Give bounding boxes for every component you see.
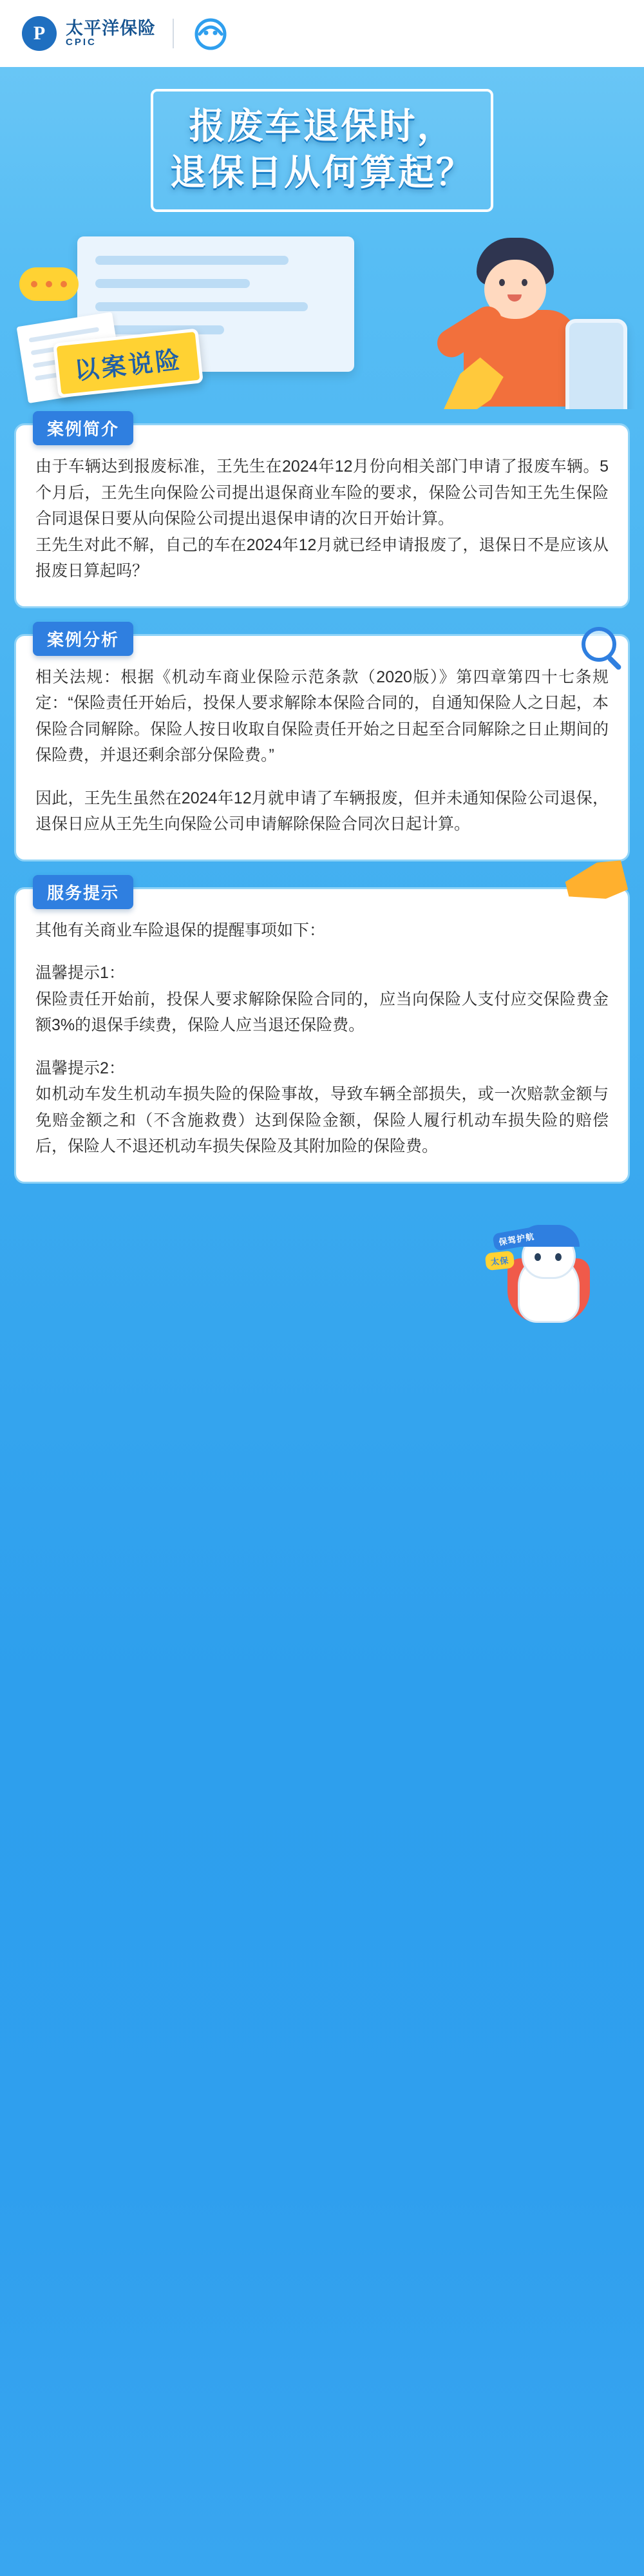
- card-case-intro: [14, 419, 630, 608]
- brand-name-en: CPIC: [66, 37, 97, 48]
- mascot-icon: [191, 15, 231, 52]
- card-paragraph: 由于车辆达到报废标准，王先生在2024年12月份向相关部门申请了报废车辆。5个月后，王先生向保险公司提出退保商业车险的要求，保险公司告知王先生保险合同退保日要从向保险公司提出退保申请的次日开始计算。: [35, 457, 609, 528]
- poster-title-zone: [0, 67, 644, 218]
- stamp-text: 以案说险: [73, 347, 184, 385]
- mascot-badge-1: 保驾护航: [492, 1226, 541, 1251]
- page-title-line1: 报废车退保时，: [189, 106, 455, 146]
- card-paragraph: 温馨提示2：: [35, 1059, 125, 1077]
- card-title: 案例简介: [33, 411, 133, 445]
- page-title-line2: 退保日从何算起？: [170, 151, 474, 193]
- title-frame: [151, 89, 493, 212]
- hero-illustration: [0, 222, 644, 409]
- card-title: 服务提示: [33, 875, 133, 909]
- card-case-analysis: [14, 630, 630, 861]
- phone-illustration: [565, 319, 627, 409]
- card-service-tips: [14, 883, 630, 1184]
- card-paragraph: 王先生对此不解，自己的车在2024年12月就已经申请报废了，退保日不是应该从报废日算起吗？: [35, 535, 609, 581]
- dots-decoration: [19, 267, 79, 301]
- card-paragraph-highlight: 相关法规：根据《机动车商业保险示范条款（2020版）》第四章第四十七条规定：“保险责任开始后，投保人要求解除本保险合同的，自通知保险人之日起，本保险合同解除。保险人按日收取自保险责任开始之日起至合同解除之日止期间的保险费，并退还剩余部分保险费。”: [35, 668, 609, 765]
- card-paragraph: 其他有关商业车险退保的提醒事项如下：: [35, 921, 326, 939]
- megaphone-icon: [562, 857, 629, 908]
- content-area: [14, 409, 630, 1184]
- footer-area: [0, 1209, 644, 1338]
- magnifier-icon: [582, 627, 616, 662]
- card-paragraph: 如机动车发生机动车损失险的保险事故，导致车辆全部损失，或一次赔款金额与免赔金额之和（不含施救费）达到保险金额，保险人履行机动车损失险的赔偿后，保险人不退还机动车损失保险及其附加险的保险费。: [35, 1085, 609, 1156]
- header-divider: [173, 19, 174, 48]
- card-paragraph: 温馨提示1：: [35, 964, 125, 983]
- card-paragraph: 因此，王先生虽然在2024年12月就申请了车辆报废，但并未通知保险公司退保，退保日应从王先生向保险公司申请解除保险合同次日起计算。: [35, 789, 609, 834]
- brand-header: [0, 0, 644, 67]
- brand-text: [66, 19, 156, 48]
- brand-name-cn: 太平洋保险: [66, 18, 156, 38]
- card-title: 案例分析: [33, 622, 133, 656]
- card-paragraph: 保险责任开始前，投保人要求解除保险合同的，应当向保险人支付应交保险费金额3%的退保手续费，保险人应当退还保险费。: [35, 990, 609, 1035]
- mascot-illustration: [490, 1225, 599, 1334]
- mascot-badge-2: 太保: [485, 1251, 515, 1271]
- cpic-logo-icon: P: [22, 16, 57, 51]
